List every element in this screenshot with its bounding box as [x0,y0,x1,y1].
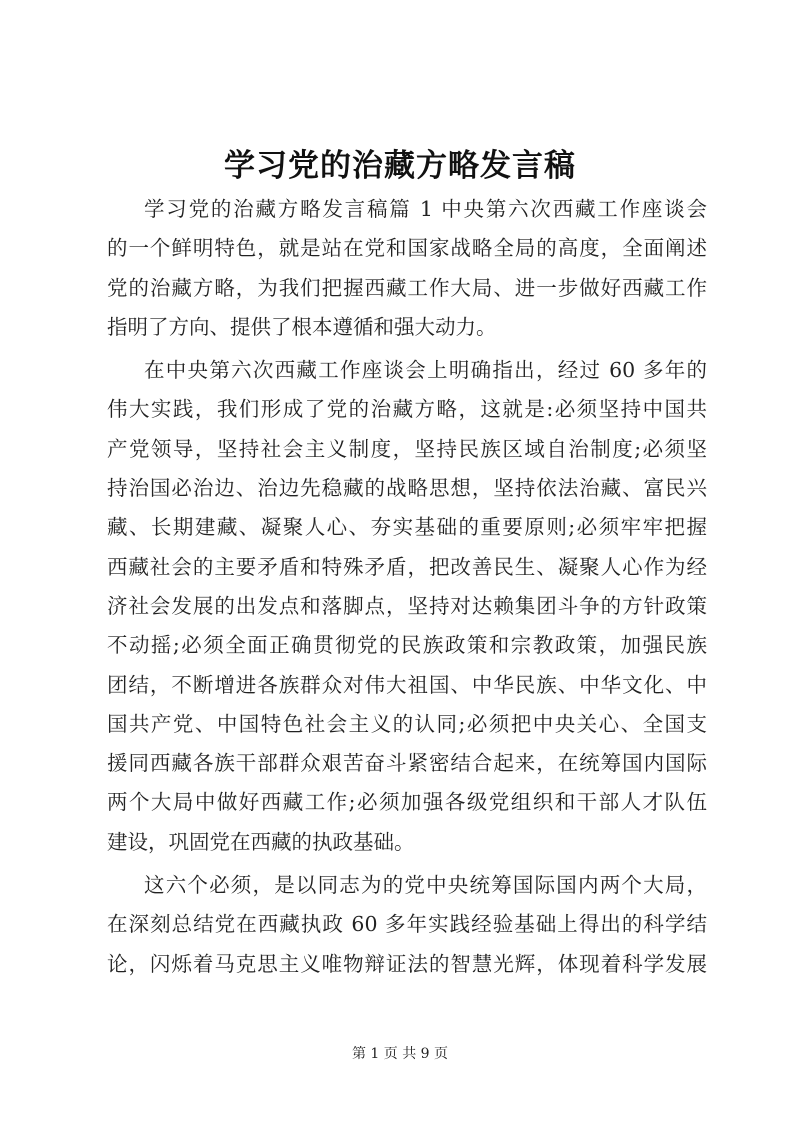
text-line: 国共产党、中国特色社会主义的认同;必须把中央关心、全国支 [107,711,707,736]
text-line: 团结，不断增进各族群众对伟大祖国、中华民族、中华文化、中 [107,672,707,697]
text-line: 两个大局中做好西藏工作;必须加强各级党组织和干部人才队伍 [107,790,707,815]
document-title: 学习党的治藏方略发言稿 [224,148,576,184]
text-line: 济社会发展的出发点和落脚点，坚持对达赖集团斗争的方针政策 [107,593,707,618]
text-line: 不动摇;必须全面正确贯彻党的民族政策和宗教政策，加强民族 [107,633,707,658]
text-line: 在深刻总结党在西藏执政 60 多年实践经验基础上得出的科学结 [107,912,707,937]
text-line: 西藏社会的主要矛盾和特殊矛盾，把改善民生、凝聚人心作为经 [107,554,707,579]
text-line: 指明了方向、提供了根本遵循和强大动力。 [107,314,497,339]
text-line: 援同西藏各族干部群众艰苦奋斗紧密结合起来，在统筹国内国际 [107,751,707,776]
paragraph [107,190,707,347]
text-line: 藏、长期建藏、凝聚人心、夯实基础的重要原则;必须牢牢把握 [107,515,707,540]
paragraph [107,866,707,984]
paragraph [107,351,707,862]
text-line: 伟大实践，我们形成了党的治藏方略，这就是:必须坚持中国共 [107,397,707,422]
text-line: 在中央第六次西藏工作座谈会上明确指出，经过 60 多年的 [144,358,707,383]
text-line: 党的治藏方略，为我们把握西藏工作大局、进一步做好西藏工作 [107,275,707,300]
text-line: 这六个必须，是以同志为的党中央统筹国际国内两个大局， [144,873,707,898]
text-line: 论，闪烁着马克思主义唯物辩证法的智慧光辉，体现着科学发展 [107,951,707,976]
text-line: 建设，巩固党在西藏的执政基础。 [107,829,415,854]
document-body [107,190,707,988]
text-line: 产党领导，坚持社会主义制度，坚持民族区域自治制度;必须坚 [107,436,707,461]
text-line: 持治国必治边、治边先稳藏的战略思想，坚持依法治藏、富民兴 [107,476,707,501]
text-line: 的一个鲜明特色，就是站在党和国家战略全局的高度，全面阐述 [107,236,707,261]
text-line: 学习党的治藏方略发言稿篇 1 中央第六次西藏工作座谈会 [144,197,707,221]
page-footer: 第 1 页 共 9 页 [351,1046,449,1062]
